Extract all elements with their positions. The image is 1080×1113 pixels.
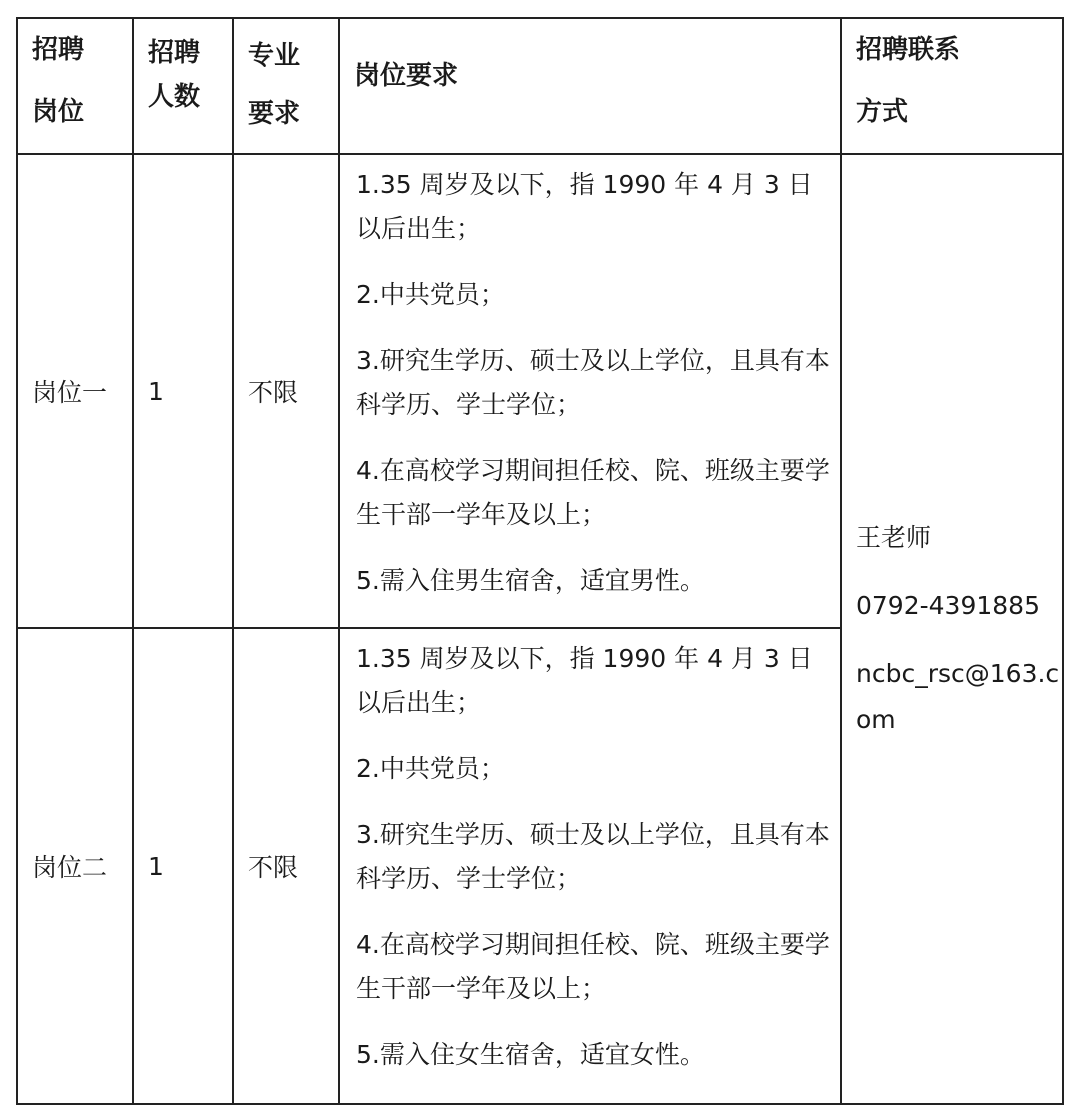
requirements-cell [339,154,841,628]
header-count [133,18,233,154]
header-requirements-label: 岗位要求 [354,61,459,91]
position-cell: 岗位二 [17,628,133,1104]
header-major [233,18,339,154]
contact-phone: 0792-4391885 [856,591,1040,620]
header-count-line1: 招聘 [148,38,201,68]
header-count-line2: 人数 [148,82,201,112]
requirement-item: 3.研究生学历、硕士及以上学位，且具有本科学历、学士学位； [356,346,830,419]
requirement-item: 1.35 周岁及以下，指 1990 年 4 月 3 日以后出生； [356,170,813,243]
count-cell: 1 [133,628,233,1104]
requirement-item: 5.需入住男生宿舍，适宜男性。 [356,566,705,595]
header-contact-line2: 方式 [856,97,909,127]
recruitment-table [16,17,1064,1105]
requirement-item: 2.中共党员； [356,280,505,309]
requirements-cell [339,628,841,1104]
contact-email: ncbc_rsc@163.com [856,659,1060,734]
header-position [17,18,133,154]
major-cell: 不限 [233,154,339,628]
table-row [17,154,1063,628]
header-row [17,18,1063,154]
header-position-line2: 岗位 [32,97,85,127]
requirement-item: 4.在高校学习期间担任校、院、班级主要学生干部一学年及以上； [356,456,830,529]
header-major-line2: 要求 [248,99,301,129]
requirement-item: 4.在高校学习期间担任校、院、班级主要学生干部一学年及以上； [356,930,830,1003]
requirement-item: 2.中共党员； [356,754,505,783]
requirement-item: 3.研究生学历、硕士及以上学位，且具有本科学历、学士学位； [356,820,830,893]
contact-cell [841,154,1063,1104]
header-requirements [339,18,841,154]
requirement-item: 5.需入住女生宿舍，适宜女性。 [356,1040,705,1069]
header-position-line1: 招聘 [32,35,85,65]
count-cell: 1 [133,154,233,628]
requirement-item: 1.35 周岁及以下，指 1990 年 4 月 3 日以后出生； [356,644,813,717]
header-major-line1: 专业 [248,41,301,71]
position-cell: 岗位一 [17,154,133,628]
major-cell: 不限 [233,628,339,1104]
contact-name: 王老师 [856,523,932,552]
header-contact [841,18,1063,154]
header-contact-line1: 招聘联系 [856,35,961,65]
